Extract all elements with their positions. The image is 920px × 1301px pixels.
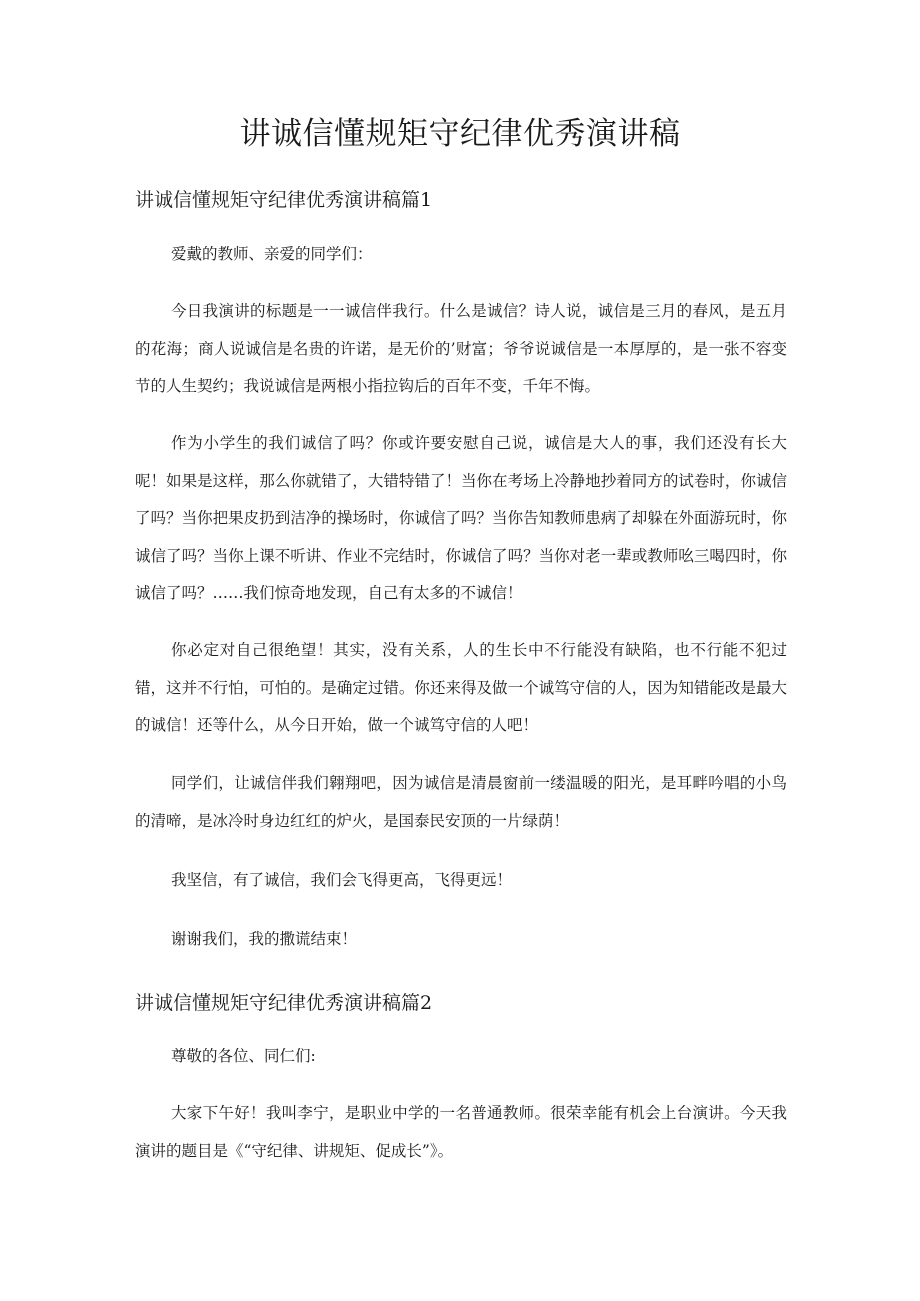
salutation-1: 爱戴的教师、亲爱的同学们： xyxy=(171,245,373,263)
closing-line: 谢谢我们，我的撒谎结束！ xyxy=(171,930,358,948)
section-heading-2: 讲诚信懂规矩守纪律优秀演讲稿篇2 xyxy=(135,992,433,1014)
paragraph: 大家下午好！我叫李宁，是职业中学的一名普通教师。很荣幸能有机会上台演讲。今天我演讲的题目是《“守纪律、讲规矩、促成长”》。 xyxy=(135,1104,787,1160)
paragraph: 今日我演讲的标题是一一诚信伴我行。什么是诚信？诗人说，诚信是三月的春风，是五月的花海；商人说诚信是名贵的许诺，是无价的’财富；爷爷说诚信是一本厚厚的，是一张不容变节的人生契约；我说诚信是两根小指拉钩后的百年不变，千年不悔。 xyxy=(135,302,787,395)
paragraph: 同学们，让诚信伴我们翱翔吧，因为诚信是清晨窗前一缕温暖的阳光，是耳畔吟唱的小鸟的清啼，是冰冷时身边红红的炉火，是国泰民安顶的一片绿荫！ xyxy=(135,774,787,830)
document-title: 讲诚信懂规矩守纪律优秀演讲稿 xyxy=(239,116,681,152)
section-heading-1: 讲诚信懂规矩守纪律优秀演讲稿篇1 xyxy=(135,189,433,211)
paragraph: 你必定对自己很绝望！其实，没有关系，人的生长中不行能没有缺陷，也不行能不犯过错，这并不行怕，可怕的。是确定过错。你还来得及做一个诚笃守信的人，因为知错能改是最大的诚信！还等什么，从今日开始，做一个诚笃守信的人吧！ xyxy=(135,641,787,734)
salutation-2: 尊敬的各位、同仁们: xyxy=(171,1047,316,1065)
paragraph: 作为小学生的我们诚信了吗？你或许要安慰自己说，诚信是大人的事，我们还没有长大呢！如果是这样，那么你就错了，大错特错了！当你在考场上冷静地抄着同方的试卷时，你诚信了吗？当你把果皮扔到洁净的操场时，你诚信了吗？当你告知教师患病了却躲在外面游玩时，你诚信了吗？当你上课不听讲、作业不完结时，你诚信了吗？当你对老一辈或教师吆三喝四时，你诚信了吗？……我们惊奇地发现，自己有太多的不诚信！ xyxy=(135,434,787,602)
paragraph: 我坚信，有了诚信，我们会飞得更高，飞得更远！ xyxy=(171,871,513,889)
